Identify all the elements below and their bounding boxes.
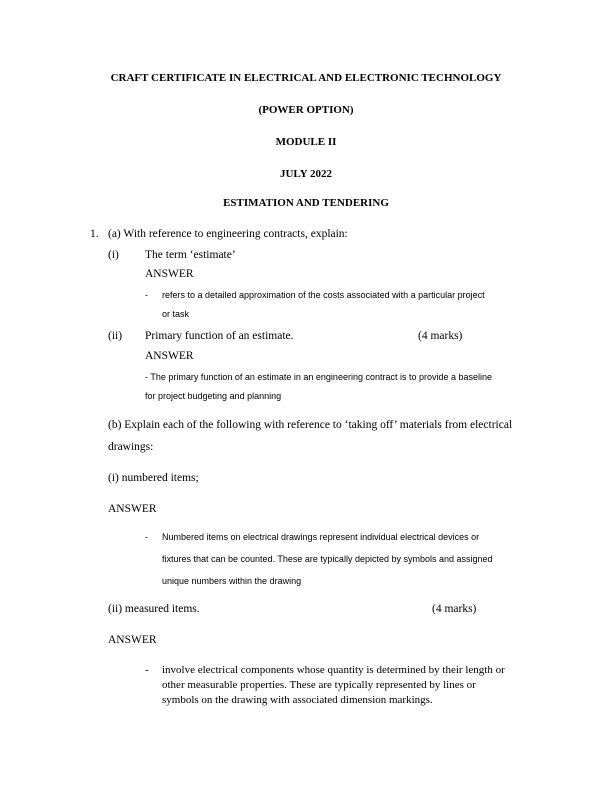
question-number: 1. [90, 228, 99, 240]
part-ii-answer-label: ANSWER [145, 350, 194, 362]
part-i-text: The term ‘estimate’ [145, 249, 236, 261]
part-ii-marks: (4 marks) [418, 330, 463, 342]
part-i-bullet: - [145, 290, 148, 300]
part-bi-answer-line-1: Numbered items on electrical drawings represent individual electrical devices or [162, 532, 480, 542]
part-i-label: (i) [108, 249, 119, 261]
document-title: CRAFT CERTIFICATE IN ELECTRICAL AND ELECTRONIC TECHNOLOGY [110, 72, 502, 84]
power-option-heading: (POWER OPTION) [258, 104, 354, 116]
part-i-answer-line-1: refers to a detailed approximation of the costs associated with a particular project [162, 290, 485, 300]
part-bii-answer-line-2: other measurable properties. These are typically represented by lines or [162, 679, 476, 691]
part-i-answer-line-2: or task [162, 309, 190, 319]
part-i-answer-label: ANSWER [145, 268, 194, 280]
question-1b-line-1: (b) Explain each of the following with reference to ‘taking off’ materials from electrical [108, 419, 513, 431]
part-bii-answer-line-3: symbols on the drawing with associated dimension markings. [162, 694, 433, 706]
part-bi-bullet: - [145, 532, 148, 542]
part-bii-answer-line-1: involve electrical components whose quantity is determined by their length or [162, 664, 505, 676]
question-1a-text: (a) With reference to engineering contracts, explain: [108, 228, 348, 240]
date-heading: JULY 2022 [279, 168, 333, 180]
part-bi-text: (i) numbered items; [108, 472, 199, 484]
module-heading: MODULE II [275, 136, 337, 148]
part-ii-answer-line-1: - The primary function of an estimate in an engineering contract is to provide a baseline [145, 372, 493, 382]
subject-heading: ESTIMATION AND TENDERING [223, 197, 389, 209]
part-ii-answer-line-2: for project budgeting and planning [145, 391, 282, 401]
part-bi-answer-line-3: unique numbers within the drawing [162, 576, 302, 586]
part-bii-marks: (4 marks) [432, 603, 477, 615]
part-bii-text: (ii) measured items. [108, 603, 200, 615]
part-ii-text: Primary function of an estimate. [145, 330, 294, 342]
part-bi-answer-label: ANSWER [108, 503, 157, 515]
part-ii-label: (ii) [108, 330, 123, 342]
part-bii-bullet: - [145, 664, 149, 676]
question-1b-line-2: drawings: [108, 441, 154, 453]
part-bii-answer-label: ANSWER [108, 634, 157, 646]
part-bi-answer-line-2: fixtures that can be counted. These are typically depicted by symbols and assigned [162, 554, 493, 564]
